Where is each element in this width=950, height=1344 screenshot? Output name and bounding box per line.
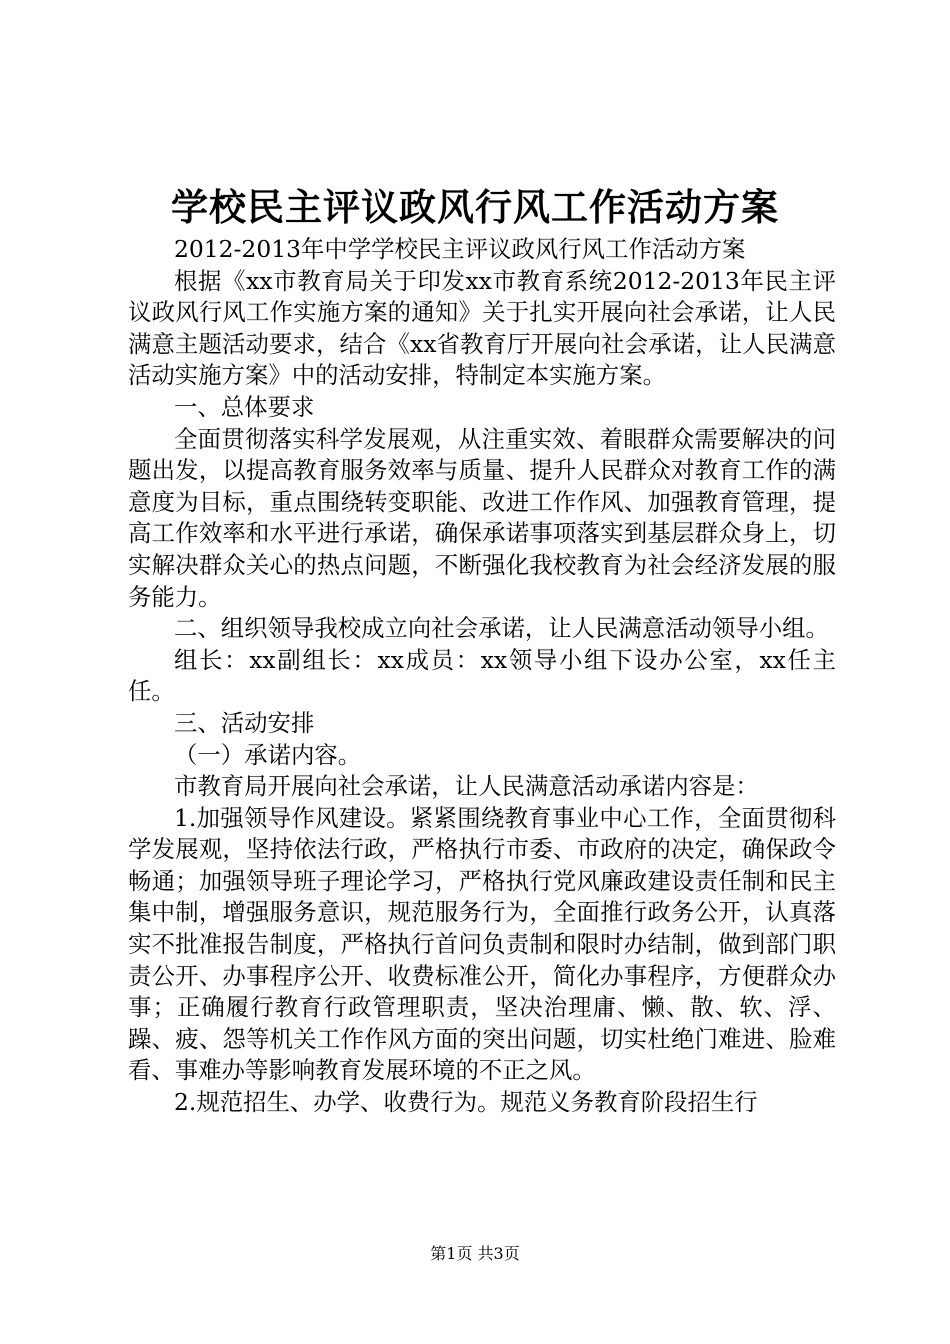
paragraph-intro: 根据《xx市教育局关于印发xx市教育系统2012-2013年民主评议政风行风工作实施方案的通知》关于扎实开展向社会承诺，让人民满意主题活动要求，结合《xx省教育厅开展向社会承诺，让人民满意活动实施方案》中的活动安排，特制定本实施方案。 — [128, 266, 836, 390]
paragraph-subtitle: 2012-2013年中学学校民主评议政风行风工作活动方案 — [174, 235, 746, 263]
paragraph-commitment-intro: 市教育局开展向社会承诺，让人民满意活动承诺内容是： — [174, 772, 759, 801]
heading-general-requirements: 一、总体要求 — [174, 392, 315, 421]
document-title: 学校民主评议政风行风工作活动方案 — [171, 186, 779, 229]
paragraph-item-1: 1.加强领导作风建设。紧紧围绕教育事业中心工作，全面贯彻科学发展观，坚持依法行政，严格执行市委、市政府的决定，确保政令畅通；加强领导班子理论学习，严格执行党风廉政建设责任制和民主集中制，增强服务意识，规范服务行为，全面推行政务公开，认真落实不批准报告制度，严格执行首问负责制和限时办结制，做到部门职责公开、办事程序公开、收费标准公开，简化办事程序，方便群众办事；正确履行教育行政管理职责，坚决治理庸、懒、散、软、浮、躁、疲、怨等机关工作作风方面的突出问题，切实杜绝门难进、脸难看、事难办等影响教育发展环境的不正之风。 — [128, 803, 836, 1085]
heading-commitment-content: （一）承诺内容。 — [174, 740, 362, 769]
paragraph-item-2: 2.规范招生、办学、收费行为。规范义务教育阶段招生行 — [174, 1088, 758, 1117]
document-body — [128, 234, 836, 1119]
paragraph-general-requirements: 全面贯彻落实科学发展观，从注重实效、着眼群众需要解决的问题出发，以提高教育服务效率与质量、提升人民群众对教育工作的满意度为目标，重点围绕转变职能、改进工作作风、加强教育管理，提高工作效率和水平进行承诺，确保承诺事项落实到基层群众身上，切实解决群众关心的热点问题，不断强化我校教育为社会经济发展的服务能力。 — [128, 424, 836, 611]
page-footer: 第1页 共3页 — [430, 1244, 520, 1263]
heading-activity-arrangement: 三、活动安排 — [174, 708, 315, 737]
paragraph-members: 组长：xx副组长：xx成员：xx领导小组下设办公室，xx任主任。 — [128, 645, 836, 706]
heading-organization: 二、组织领导我校成立向社会承诺，让人民满意活动领导小组。 — [174, 614, 829, 643]
